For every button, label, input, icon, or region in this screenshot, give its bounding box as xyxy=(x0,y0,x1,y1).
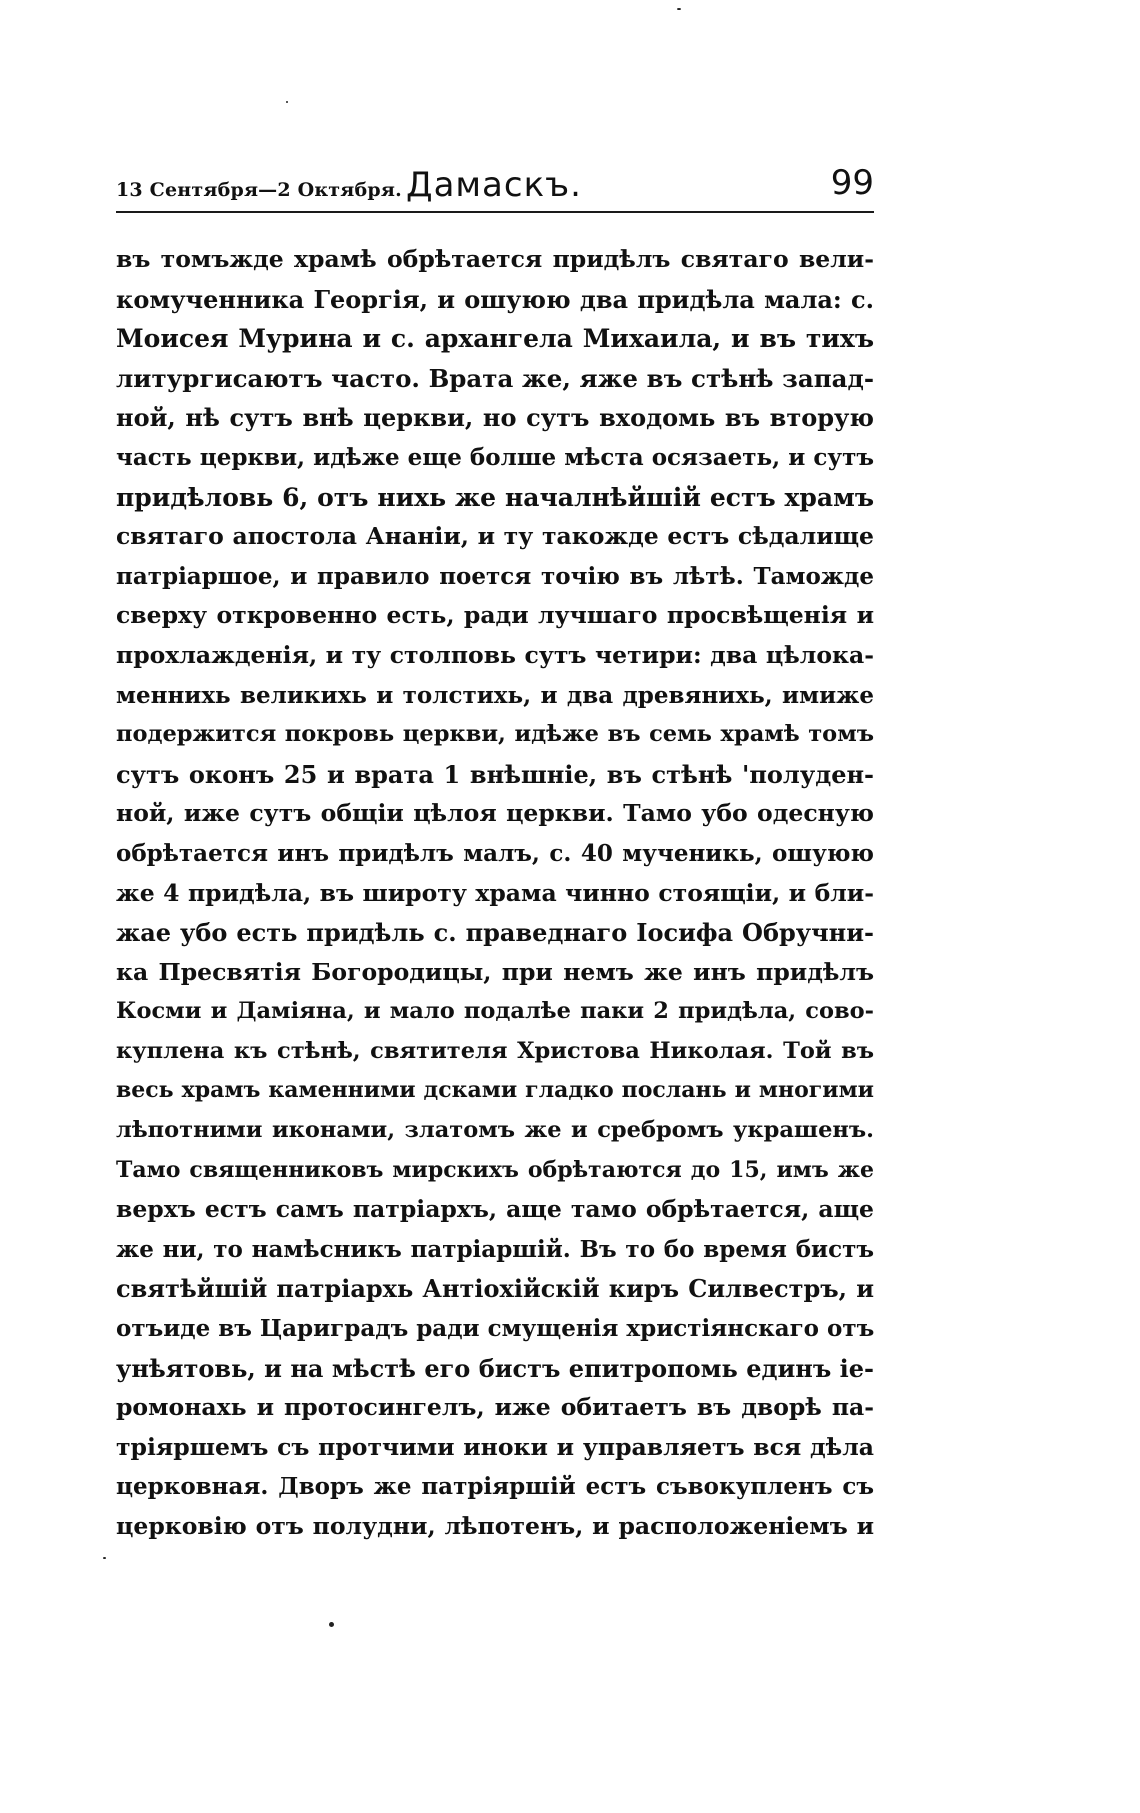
scan-speck xyxy=(286,101,288,103)
text-line: отъиде въ Цариградъ ради смущенія христіянскаго отъ xyxy=(116,1315,874,1343)
text-line: въ томъжде храмѣ обрѣтается придѣлъ святаго вели- xyxy=(116,245,874,273)
text-line: литургисаютъ часто. Врата же, яже въ стѣнѣ запад- xyxy=(116,363,874,393)
scan-speck xyxy=(329,1622,334,1627)
text-line: куплена къ стѣнѣ, святителя Христова Николая. Той въ xyxy=(116,1037,874,1064)
text-line: святѣйшій патріархь Антіохійскій киръ Силвестръ, и xyxy=(116,1274,874,1304)
text-line: лѣпотними иконами, златомъ же и сребромъ украшенъ. xyxy=(116,1117,874,1144)
text-line: ка Пресвятія Богородицы, при немъ же инъ придѣлъ xyxy=(116,957,874,986)
body-text xyxy=(116,240,874,1547)
text-line: сверху откровенно есть, ради лучшаго просвѣщенія и xyxy=(116,601,874,630)
text-line: обрѣтается инъ придѣлъ малъ, с. 40 мученикь, ошуюю xyxy=(116,839,874,867)
text-line: прохлажденія, и ту столповь сутъ четири: два цѣлока- xyxy=(116,640,874,669)
text-line: унѣятовь, и на мѣстѣ его бистъ епитропомь единъ іе- xyxy=(116,1353,874,1383)
text-line: Косми и Даміяна, и мало подалѣе паки 2 придѣла, сово- xyxy=(116,998,874,1025)
text-line: же ни, то намѣсникъ патріаршій. Въ то бо время бистъ xyxy=(116,1235,874,1263)
header-rule xyxy=(116,211,874,213)
text-line: ной, иже сутъ общіи цѣлоя церкви. Тамо убо одесную xyxy=(116,799,874,828)
text-line: жае убо есть придѣль с. праведнаго Іосифа Обручни- xyxy=(116,918,874,948)
text-line: ной, нѣ сутъ внѣ церкви, но сутъ входомь въ вторую xyxy=(116,403,874,433)
text-line: верхъ естъ самъ патріархъ, аще тамо обрѣтается, аще xyxy=(116,1195,874,1224)
text-line: тріяршемъ съ протчими иноки и управляетъ вся дѣла xyxy=(116,1432,874,1461)
scan-speck xyxy=(677,8,681,10)
text-line: церковію отъ полудни, лѣпотенъ, и расположеніемъ и xyxy=(116,1512,874,1540)
header-place-title: Дамаскъ. xyxy=(406,165,582,205)
text-line: часть церкви, идѣже еще болше мѣста осязаеть, и сутъ xyxy=(116,443,874,471)
text-line: сутъ оконъ 25 и врата 1 внѣшніе, въ стѣнѣ 'полуден- xyxy=(116,759,874,789)
running-header xyxy=(116,155,874,207)
text-line: меннихь великихь и толстихь, и два древянихь, имиже xyxy=(116,681,874,709)
text-line: весь храмъ каменними дсками гладко послань и многими xyxy=(116,1077,874,1104)
text-line: комученника Георгія, и ошуюю два придѣла мала: с. xyxy=(116,284,874,314)
text-line: Тамо священниковъ мирскихъ обрѣтаются до 15, имъ же xyxy=(116,1156,874,1183)
text-line: же 4 придѣла, въ широту храма чинно стоящіи, и бли- xyxy=(116,878,874,907)
text-line: патріаршое, и правило поется точію въ лѣтѣ. Таможде xyxy=(116,562,874,590)
text-line: подержится покровь церкви, идѣже въ семь храмѣ томъ xyxy=(116,721,874,748)
header-dates: 13 Сентября—2 Октября. xyxy=(116,179,402,201)
page-number: 99 xyxy=(830,163,874,203)
text-line: Моисея Мурина и с. архангела Михаила, и въ тихъ xyxy=(116,324,874,354)
text-line: ромонахь и протосингелъ, иже обитаетъ въ дворѣ па- xyxy=(116,1393,874,1422)
text-line: церковная. Дворъ же патріяршій естъ съвокупленъ съ xyxy=(116,1473,874,1501)
text-line: придѣловь 6, отъ нихь же началнѣйшій естъ храмъ xyxy=(116,482,874,512)
text-line: святаго апостола Ананіи, и ту такожде естъ сѣдалище xyxy=(116,522,874,551)
scan-speck xyxy=(103,1557,106,1559)
